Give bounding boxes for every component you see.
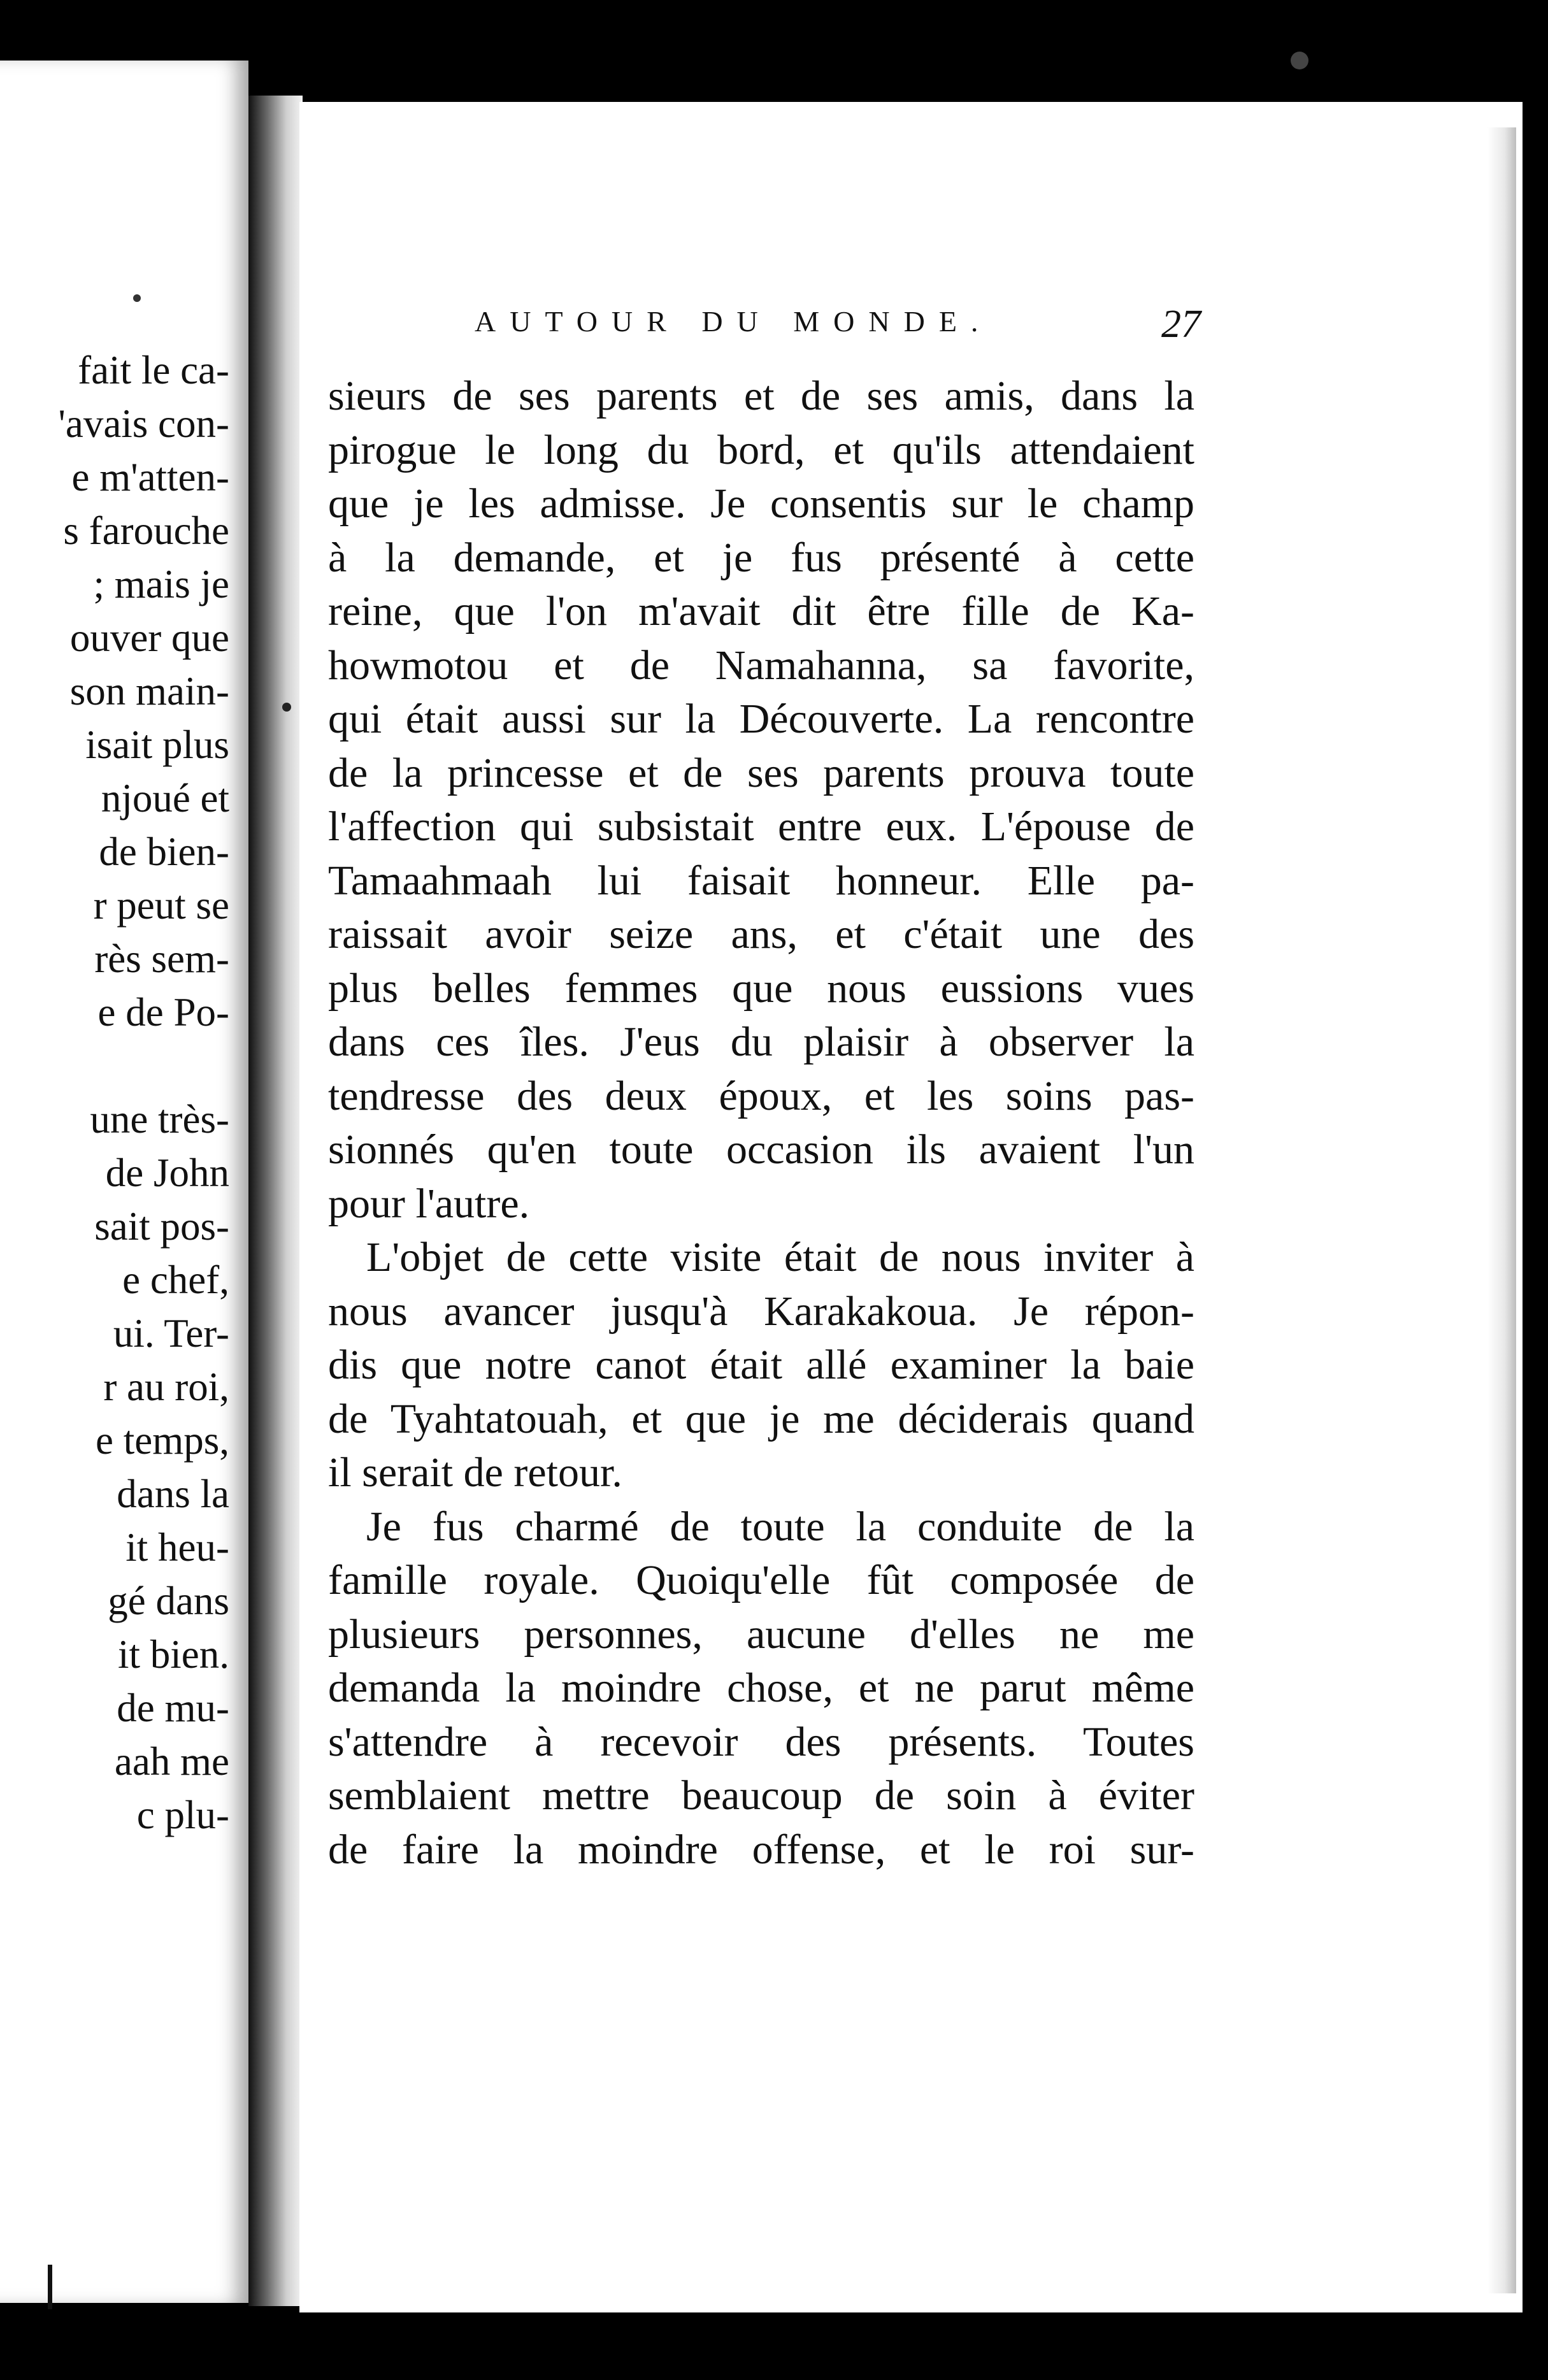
previous-page-line: r peut se [93, 883, 229, 928]
text-line: tendresse des deux époux, et les soins pas- [328, 1072, 1194, 1119]
previous-page-line: de mu- [117, 1686, 229, 1730]
text-line: de Tyahtatouah, et que je me déciderais quand [328, 1395, 1194, 1442]
page-edge [1487, 127, 1516, 2293]
previous-page-line: njoué et [101, 776, 229, 821]
previous-page-line: ui. Ter- [113, 1311, 229, 1356]
previous-page-line: r au roi, [103, 1365, 229, 1409]
previous-page-line: c plu- [136, 1793, 229, 1837]
text-line: de la princesse et de ses parents prouva toute [328, 749, 1194, 796]
previous-page-line: son main- [69, 669, 229, 713]
text-line: l'affection qui subsistait entre eux. L'épouse de [328, 803, 1194, 850]
previous-page-line: ; mais je [93, 562, 229, 606]
body-text [328, 369, 1194, 1877]
previous-page-line: e m'atten- [71, 455, 229, 499]
book-gutter-shadow [248, 96, 303, 2306]
text-line: dis que notre canot était allé examiner la baie [328, 1342, 1194, 1388]
text-line: raissait avoir seize ans, et c'était une des [328, 911, 1194, 957]
previous-page-line: s farouche [63, 508, 229, 553]
previous-page-line: de bien- [99, 829, 229, 874]
text-line: plus belles femmes que nous eussions vues [328, 964, 1194, 1012]
previous-page-line: aah me [114, 1739, 229, 1784]
text-line: qui était aussi sur la Découverte. La rencontre [328, 696, 1194, 742]
text-line: nous avancer jusqu'à Karakakoua. Je répon- [328, 1287, 1194, 1335]
text-line: pirogue le long du bord, et qu'ils attendaient [328, 426, 1194, 473]
previous-page-line: e de Po- [97, 990, 229, 1035]
previous-page-line: gé dans [108, 1579, 229, 1623]
running-head: AUTOUR DU MONDE. [475, 305, 993, 338]
text-line: demanda la moindre chose, et ne parut même [328, 1665, 1194, 1711]
text-line: de faire la moindre offense, et le roi sur- [328, 1826, 1194, 1873]
previous-page-line: ouver que [69, 615, 229, 660]
previous-page-line: it bien. [118, 1632, 229, 1677]
previous-page-line: e chef, [122, 1258, 229, 1302]
text-line: L'objet de cette visite était de nous inviter à [366, 1234, 1194, 1280]
text-line: s'attendre à recevoir des présents. Toutes [328, 1718, 1194, 1765]
previous-page-line: sait pos- [94, 1204, 229, 1249]
previous-page-line: isait plus [85, 722, 229, 767]
text-line: plusieurs personnes, aucune d'elles ne me [328, 1610, 1194, 1658]
previous-page-line: rès sem- [94, 936, 229, 981]
previous-page-line: dans la [117, 1472, 229, 1516]
text-line: il serait de retour. [328, 1449, 622, 1496]
text-line: Tamaahmaah lui faisait honneur. Elle pa- [328, 857, 1194, 904]
previous-page-line: de John [105, 1151, 229, 1195]
page-number: 27 [1161, 303, 1201, 346]
previous-page-line: it heu- [125, 1525, 229, 1570]
text-line: Je fus charmé de toute la conduite de la [366, 1503, 1194, 1550]
page-header [475, 305, 1201, 362]
text-line: pour l'autre. [328, 1180, 530, 1227]
previous-page-fragment [0, 61, 248, 2303]
text-line: que je les admisse. Je consentis sur le champ [328, 480, 1194, 527]
previous-page-line: fait le ca- [78, 348, 229, 392]
text-line: sieurs de ses parents et de ses amis, dans la [328, 373, 1194, 419]
text-line: famille royale. Quoiqu'elle fût composée de [328, 1557, 1194, 1603]
previous-page-line: 'avais con- [58, 401, 229, 446]
text-line: reine, que l'on m'avait dit être fille de Ka- [328, 588, 1194, 634]
previous-page-line: e temps, [96, 1418, 229, 1463]
text-line: à la demande, et je fus présenté à cette [328, 534, 1194, 581]
text-line: semblaient mettre beaucoup de soin à éviter [328, 1772, 1194, 1819]
previous-page-line: une très- [90, 1097, 229, 1142]
text-line: sionnés qu'en toute occasion ils avaient l'un [328, 1126, 1194, 1173]
text-line: dans ces îles. J'eus du plaisir à observer la [328, 1019, 1194, 1065]
text-line: howmotou et de Namahanna, sa favorite, [328, 642, 1194, 689]
